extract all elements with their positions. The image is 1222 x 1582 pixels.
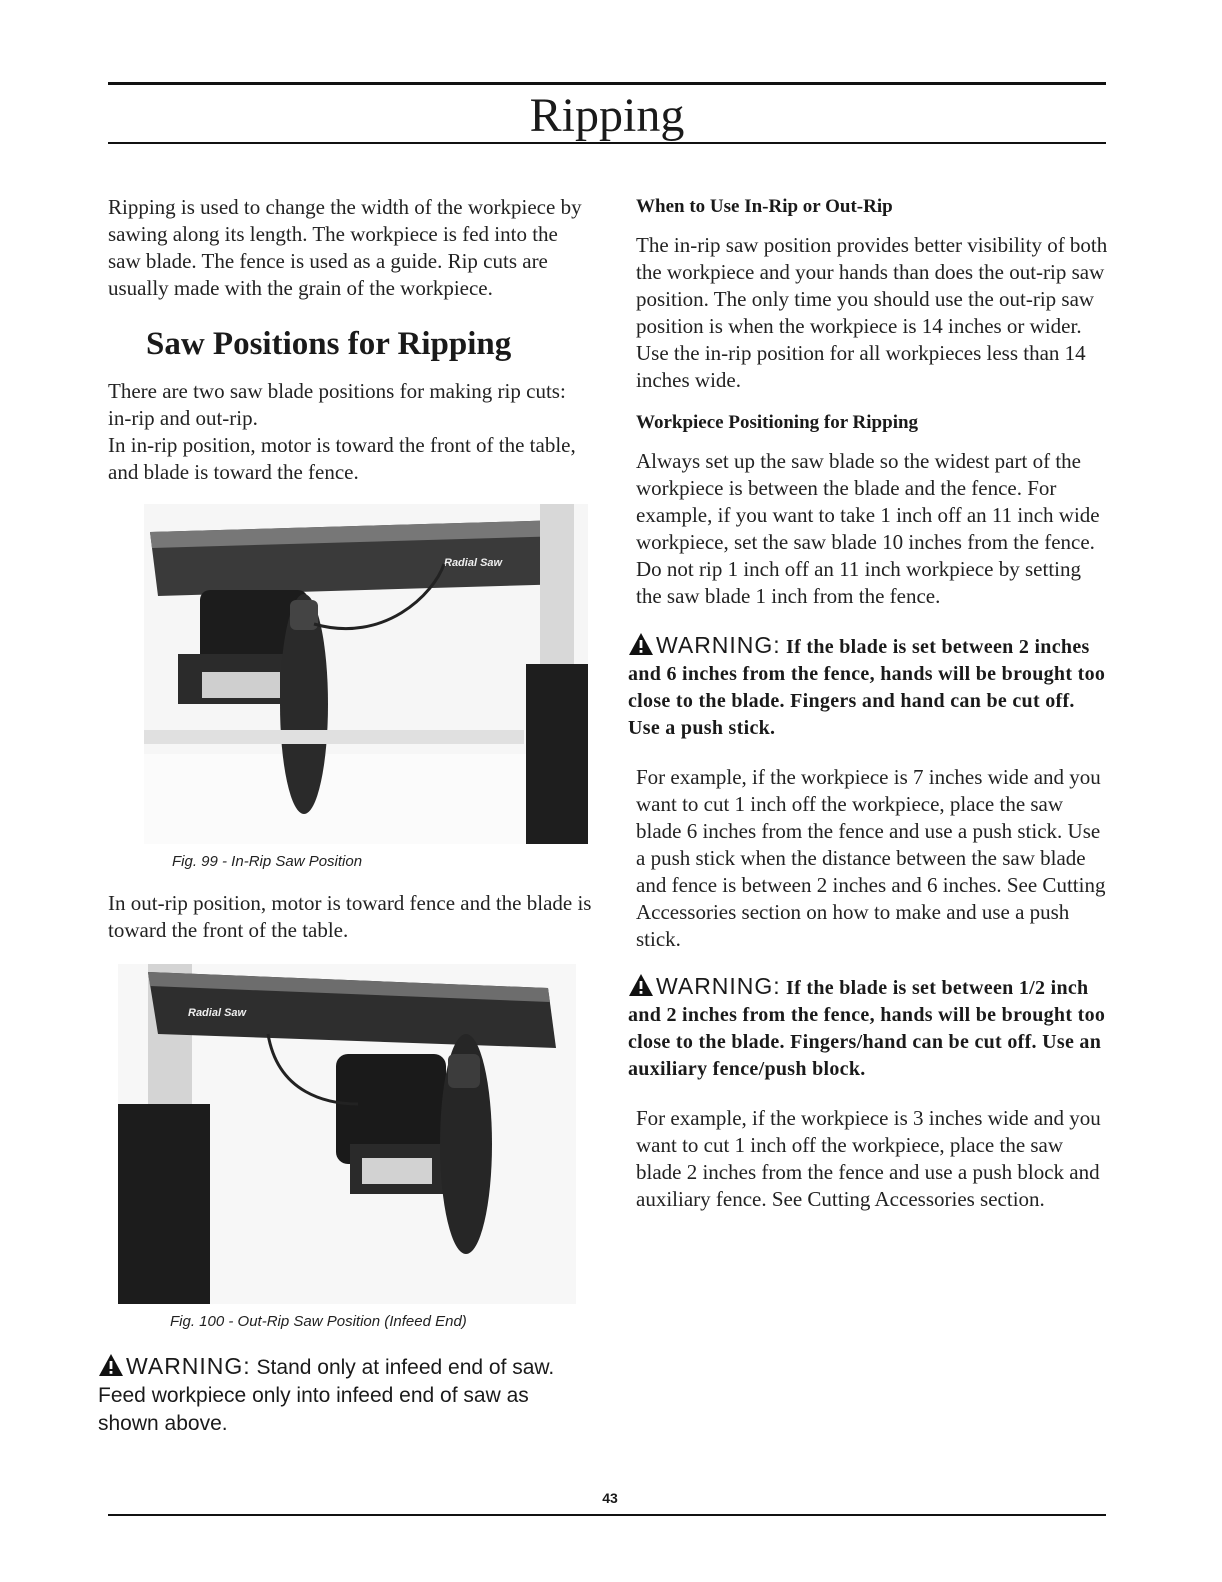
section-heading: Saw Positions for Ripping	[146, 326, 512, 362]
in-rip-paragraph: In in-rip position, motor is toward the front of the table, and blade is toward the fence.	[108, 433, 576, 484]
out-rip-saw-illustration	[118, 964, 576, 1304]
positions-paragraph: There are two saw blade positions for making rip cuts: in-rip and out-rip.	[108, 379, 566, 430]
when-heading: When to Use In-Rip or Out-Rip	[636, 196, 893, 217]
positioning-heading: Workpiece Positioning for Ripping	[636, 412, 919, 433]
figure-100-photo	[118, 964, 576, 1304]
positioning-paragraph: Always set up the saw blade so the widest part of the workpiece is between the blade and the fence. For example, if you want to take 1 inch off an 11 inch wide workpiece, set the saw blade 10 inches from the fence. Do not rip 1 inch off an 11 inch workpiece by setting the saw blade 1 inch from the fence.	[636, 449, 1100, 608]
figure-99-photo	[144, 504, 588, 844]
figure-100-caption: Fig. 100 - Out-Rip Saw Position (Infeed End)	[170, 1313, 467, 1330]
warning-label: WARNING:	[126, 1353, 251, 1379]
left-column	[98, 194, 594, 1438]
warning-half-to-2-inches	[628, 973, 1108, 1083]
example-2-paragraph: For example, if the workpiece is 3 inches wide and you want to cut 1 inch off the workpiece, place the saw blade 2 inches from the fence and use a push block and auxiliary fence. See Cutting Accessories section.	[636, 1106, 1101, 1211]
page-title: Ripping	[529, 89, 685, 142]
warning-2-to-6-inches	[628, 632, 1108, 742]
warning-icon	[628, 632, 654, 656]
warning-icon	[628, 973, 654, 997]
right-column	[628, 194, 1108, 1213]
warning-label: WARNING:	[656, 632, 781, 658]
title-rule	[108, 142, 1106, 144]
bottom-rule	[108, 1514, 1106, 1516]
page-number: 43	[602, 1490, 618, 1506]
warning-text: If the blade is set between 2 inches and 6 inches from the fence, hands will be brought too close to the blade. Fingers and hand can be cut off. Use a push stick.	[628, 636, 1106, 739]
warning-label: WARNING:	[656, 973, 781, 999]
in-rip-saw-illustration	[144, 504, 588, 844]
when-paragraph: The in-rip saw position provides better visibility of both the workpiece and your hands than does the out-rip saw position. The only time you should use the out-rip saw position is when the workpiece is 14 inches or wider. Use the in-rip position for all workpieces less than 14 inches wide.	[636, 233, 1108, 392]
arm-label: Radial Saw	[444, 557, 503, 569]
warning-text: Stand only at infeed end of saw. Feed workpiece only into infeed end of saw as shown above.	[98, 1356, 555, 1435]
example-1-paragraph: For example, if the workpiece is 7 inches wide and you want to cut 1 inch off the workpiece, place the saw blade 6 inches from the fence and use a push stick. Use a push stick when the distance between the saw blade and fence is between 2 inches and 6 inches. See Cutting Accessories section on how to make and use a push stick.	[636, 765, 1106, 951]
figure-99-caption: Fig. 99 - In-Rip Saw Position	[172, 853, 363, 870]
intro-paragraph: Ripping is used to change the width of the workpiece by sawing along its length. The workpiece is fed into the saw blade. The fence is used as a guide. Rip cuts are usually made with the grain of the workpiece.	[108, 195, 582, 300]
out-rip-paragraph: In out-rip position, motor is toward fence and the blade is toward the front of the table.	[108, 891, 592, 942]
top-rule	[108, 82, 1106, 85]
warning-text: If the blade is set between 1/2 inch and 2 inches from the fence, hands will be brought too close to the blade. Fingers/hand can be cut off. Use an auxiliary fence/push block.	[628, 977, 1106, 1080]
warning-icon	[98, 1353, 124, 1377]
arm-label-2: Radial Saw	[188, 1007, 247, 1019]
infeed-warning	[98, 1352, 584, 1438]
